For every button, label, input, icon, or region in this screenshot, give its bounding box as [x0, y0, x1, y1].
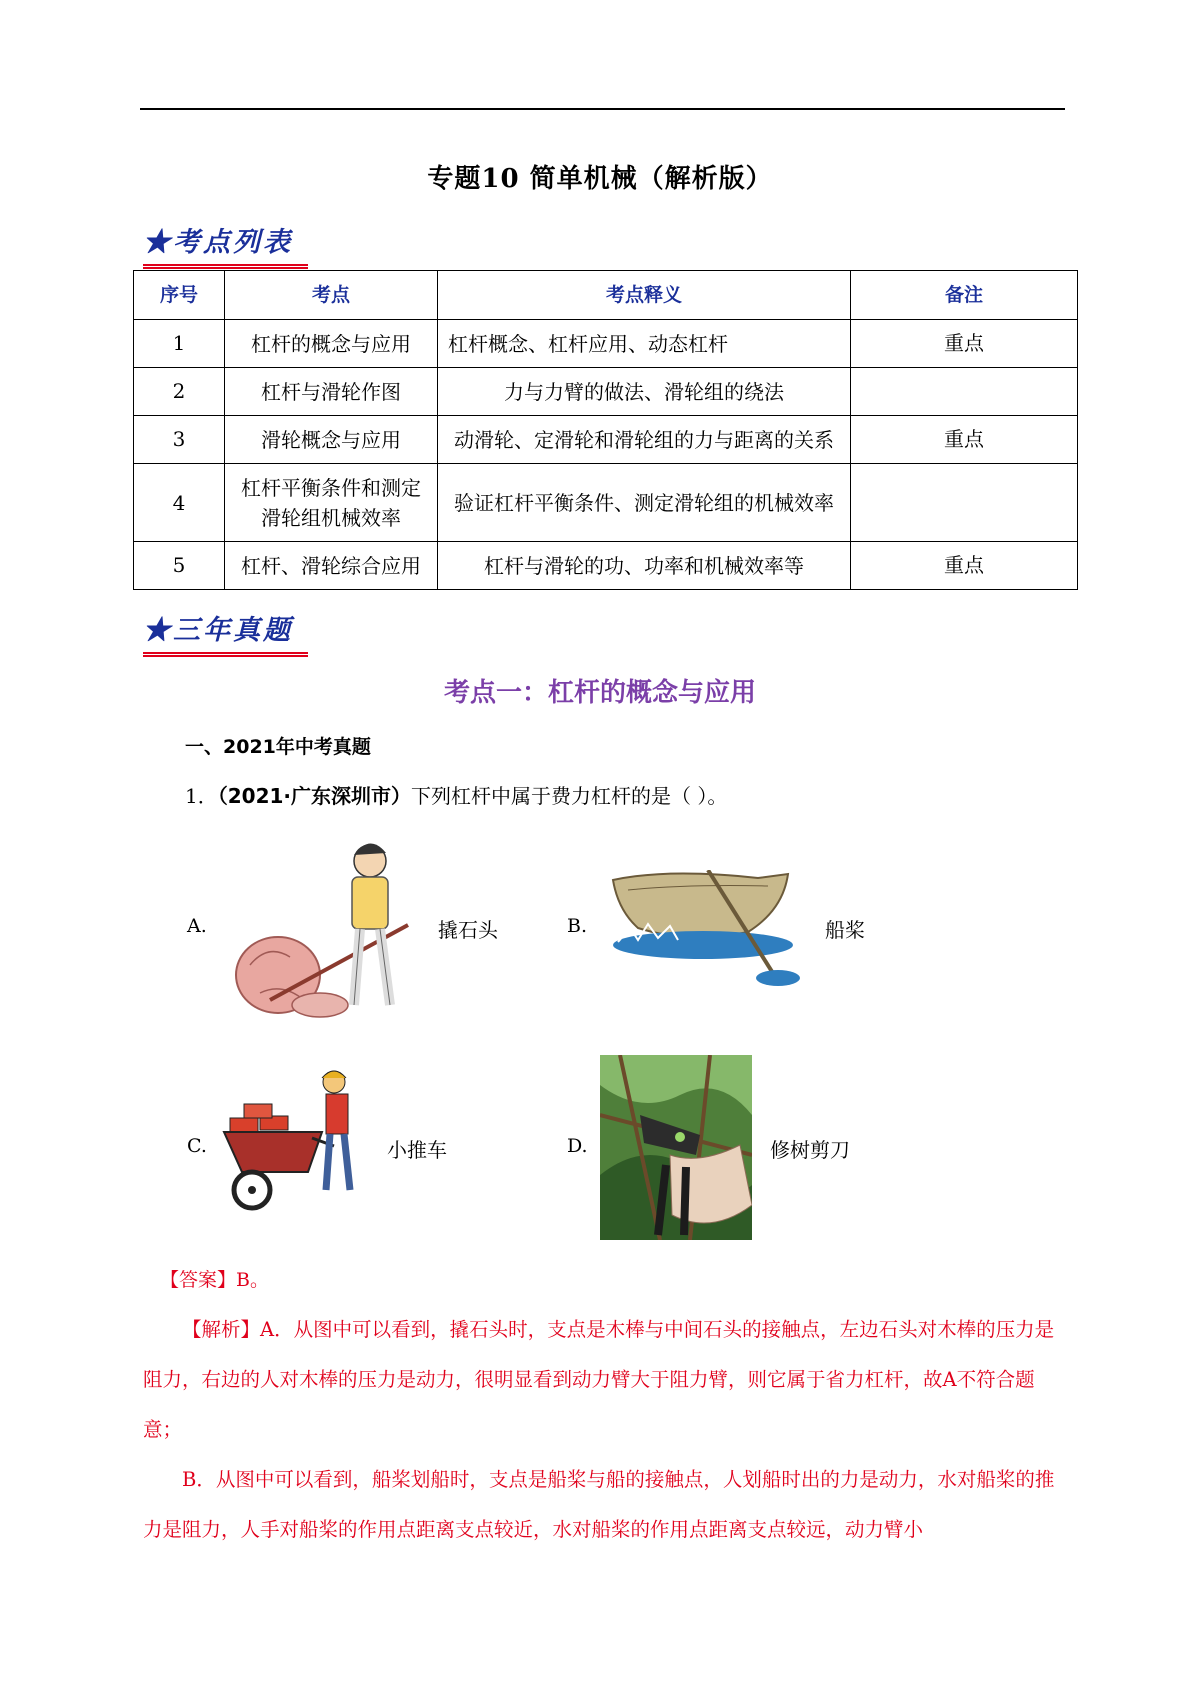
row-no: 5	[134, 542, 225, 590]
table-header-row	[134, 271, 1078, 320]
section-heading-keypoints-text: ★考点列表	[143, 227, 293, 258]
answer-text: 【答案】B。	[160, 1269, 269, 1291]
row-desc: 杠杆概念、杠杆应用、动态杠杆	[438, 320, 851, 368]
row-point: 杠杆与滑轮作图	[225, 368, 438, 416]
question-number: 1．	[185, 784, 218, 808]
section-heading-exams	[143, 608, 293, 647]
table-row	[134, 416, 1078, 464]
header-rule	[140, 108, 1065, 110]
row-no: 4	[134, 464, 225, 542]
year-heading: 一、2021年中考真题	[185, 736, 371, 758]
header-no: 序号	[134, 271, 225, 320]
section-heading-exams-text: ★三年真题	[143, 615, 293, 646]
row-point: 滑轮概念与应用	[225, 416, 438, 464]
option-a-label: 撬石头	[438, 918, 498, 942]
row-desc: 验证杠杆平衡条件、测定滑轮组的机械效率	[438, 464, 851, 542]
question-1	[185, 780, 727, 809]
keypoint-table	[133, 270, 1078, 590]
option-c-image	[222, 1068, 382, 1218]
row-note	[851, 464, 1078, 542]
row-desc: 杠杆与滑轮的功、功率和机械效率等	[438, 542, 851, 590]
row-note: 重点	[851, 542, 1078, 590]
section-underline	[143, 264, 308, 269]
row-no: 1	[134, 320, 225, 368]
section-heading-keypoints	[143, 220, 293, 259]
row-note: 重点	[851, 416, 1078, 464]
analysis-paragraph-b: B．从图中可以看到，船桨划船时，支点是船桨与船的接触点，人划船时出的力是动力，水对船桨的推力是阻力，人手对船桨的作用点距离支点较近，水对船桨的作用点距离支点较远，动力臂小	[143, 1468, 1055, 1541]
section-underline	[143, 652, 308, 657]
option-d-label: 修树剪刀	[770, 1138, 850, 1162]
row-desc: 力与力臂的做法、滑轮组的绕法	[438, 368, 851, 416]
option-c-label: 小推车	[387, 1138, 447, 1162]
row-point: 杠杆、滑轮综合应用	[225, 542, 438, 590]
option-d-image	[600, 1055, 752, 1240]
header-desc: 考点释义	[438, 271, 851, 320]
table-row	[134, 542, 1078, 590]
question-source: （2021·广东深圳市）	[217, 784, 411, 808]
row-note	[851, 368, 1078, 416]
option-c-letter: C.	[187, 1135, 207, 1157]
page-title: 专题10 简单机械（解析版）	[427, 164, 773, 194]
table-row	[134, 464, 1078, 542]
table-row	[134, 368, 1078, 416]
question-text: 下列杠杆中属于费力杠杆的是（ ）。	[411, 784, 728, 808]
option-d-letter: D.	[567, 1135, 588, 1157]
analysis-paragraph-a: 【解析】A．从图中可以看到，撬石头时，支点是木棒与中间石头的接触点，左边石头对木棒的压力是阻力，右边的人对木棒的压力是动力，很明显看到动力臂大于阻力臂，则它属于省力杠杆，故A不符合题意；	[143, 1318, 1055, 1441]
table-row	[134, 320, 1078, 368]
header-point: 考点	[225, 271, 438, 320]
topic-title: 考点一：杠杆的概念与应用	[443, 678, 756, 708]
option-b-label: 船桨	[825, 918, 865, 942]
option-b-image	[608, 870, 818, 990]
row-no: 3	[134, 416, 225, 464]
option-a-image	[230, 825, 430, 1020]
row-point: 杠杆的概念与应用	[225, 320, 438, 368]
row-point: 杠杆平衡条件和测定滑轮组机械效率	[225, 464, 438, 542]
option-b-letter: B.	[567, 915, 588, 937]
row-no: 2	[134, 368, 225, 416]
row-note: 重点	[851, 320, 1078, 368]
header-note: 备注	[851, 271, 1078, 320]
option-a-letter: A.	[187, 915, 207, 937]
row-desc: 动滑轮、定滑轮和滑轮组的力与距离的关系	[438, 416, 851, 464]
